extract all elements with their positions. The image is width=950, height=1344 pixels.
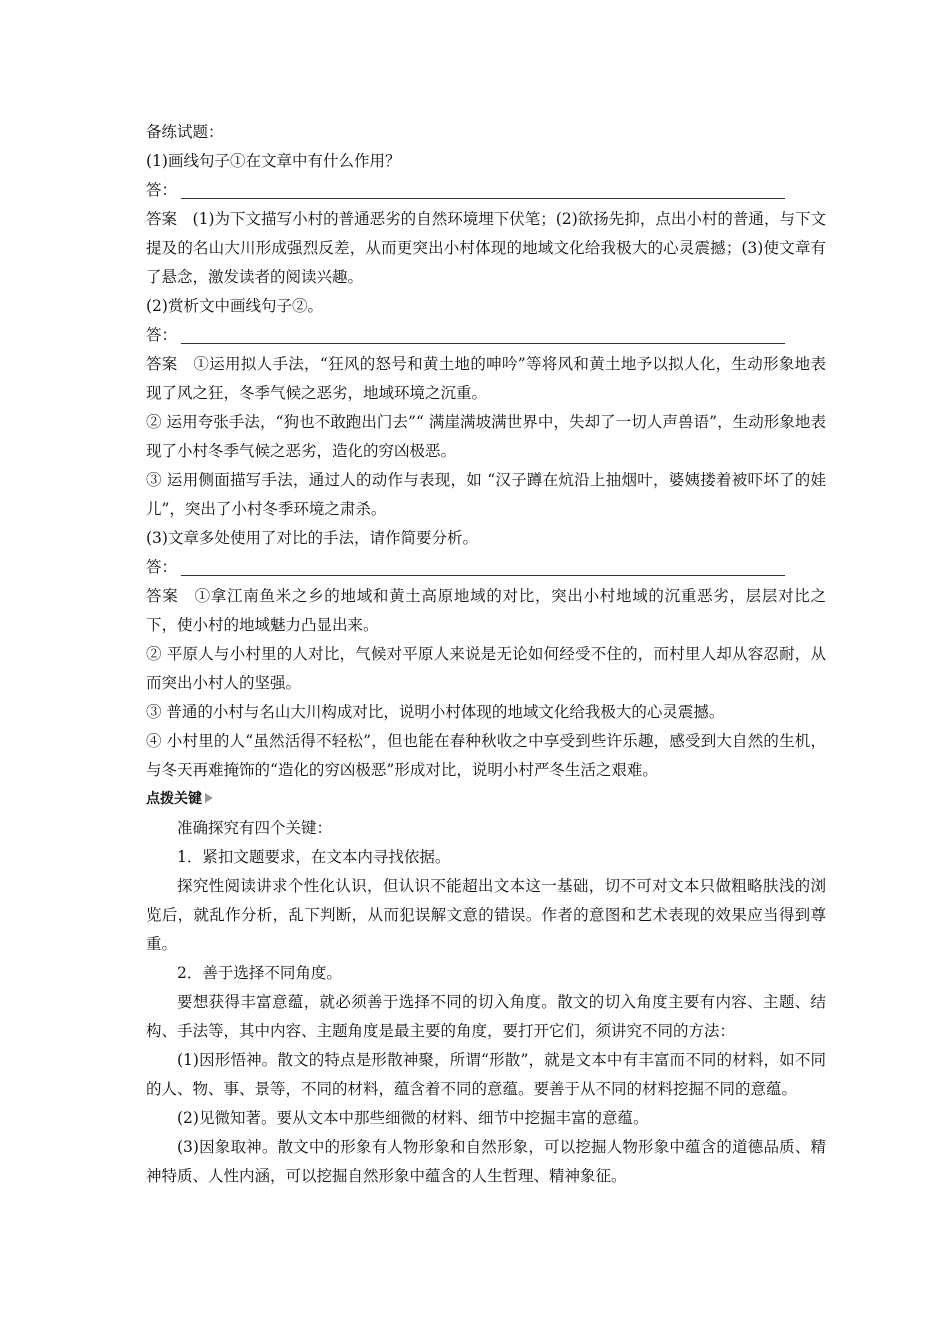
answer-label-1: 答： bbox=[146, 181, 178, 199]
key-1-title: 1．紧扣文题要求，在文本内寻找依据。 bbox=[177, 848, 451, 866]
answer-3-point-1: 答案 ①拿江南鱼米之乡的地域和黄土高原地域的对比，突出小村地域的沉重恶劣，层层对比之下，使小村的地域魅力凸显出来。 bbox=[146, 587, 826, 634]
answer-3-point-4: ④ 小村里的人“虽然活得不轻松”，但也能在春种秋收之中享受到些许乐趣，感受到大自然的生机，与冬天再难掩饰的“造化的穷凶极恶”形成对比，说明小村严冬生活之艰难。 bbox=[146, 732, 826, 779]
method-3: (3)因象取神。散文中的形象有人物形象和自然形象，可以挖掘人物形象中蕴含的道德品质、精神特质、人性内涵，可以挖掘自然形象中蕴含的人生哲理、精神象征。 bbox=[146, 1138, 826, 1185]
key-points-intro: 准确探究有四个关键： bbox=[177, 819, 333, 837]
answer-2-point-2: ② 运用夸张手法，“狗也不敢跑出门去”“ 满崖满坡满世界中，失却了一切人声兽语”，生动形象地表现了小村冬季气候之恶劣，造化的穷凶极恶。 bbox=[146, 413, 826, 460]
method-2: (2)见微知著。要从文本中那些细微的材料、细节中挖掘丰富的意蕴。 bbox=[177, 1109, 649, 1127]
answer-rule-2 bbox=[181, 343, 785, 344]
answer-2-point-3: ③ 运用侧面描写手法，通过人的动作与表现，如 “汉子蹲在炕沿上抽烟叶，婆姨搂着被吓坏了的娃儿”，突出了小村冬季环境之肃杀。 bbox=[146, 471, 826, 518]
key-2-title: 2．善于选择不同角度。 bbox=[177, 964, 342, 982]
answer-rule-3 bbox=[181, 575, 785, 576]
answer-blank-3[interactable] bbox=[146, 553, 826, 582]
answer-3-point-3: ③ 普通的小村与名山大川构成对比，说明小村体现的地域文化给我极大的心灵震撼。 bbox=[146, 703, 725, 721]
answer-2-point-1: 答案 ①运用拟人手法，“狂风的怒号和黄土地的呻吟”等将风和黄土地予以拟人化，生动形象地表现了风之狂，冬季气候之恶劣，地域环境之沉重。 bbox=[146, 355, 826, 402]
question-3: (3)文章多处使用了对比的手法，请作简要分析。 bbox=[146, 529, 478, 547]
answer-label-3: 答： bbox=[146, 558, 178, 576]
document-content bbox=[146, 118, 826, 1191]
method-1: (1)因形悟神。散文的特点是形散神聚，所谓“形散”，就是文本中有丰富而不同的材料，如不同的人、物、事、景等，不同的材料，蕴含着不同的意蕴。要善于从不同的材料挖掘不同的意蕴。 bbox=[146, 1051, 826, 1098]
key-points-title: 点拨关键 bbox=[146, 791, 202, 807]
triangle-right-icon bbox=[205, 793, 213, 803]
key-points-heading bbox=[146, 785, 826, 814]
answer-blank-1[interactable] bbox=[146, 176, 826, 205]
key-1-body: 探究性阅读讲求个性化认识，但认识不能超出文本这一基础，切不可对文本只做粗略肤浅的浏览后，就乱作分析，乱下判断，从而犯误解文意的错误。作者的意图和艺术表现的效果应当得到尊重。 bbox=[146, 877, 826, 953]
answer-3-point-2: ② 平原人与小村里的人对比，气候对平原人来说是无论如何经受不住的，而村里人却从容忍耐，从而突出小村人的坚强。 bbox=[146, 645, 826, 692]
key-2-body: 要想获得丰富意蕴，就必须善于选择不同的切入角度。散文的切入角度主要有内容、主题、结构、手法等，其中内容、主题角度是最主要的角度，要打开它们，须讲究不同的方法： bbox=[146, 993, 826, 1040]
question-2: (2)赏析文中画线句子②。 bbox=[146, 297, 323, 315]
answer-1: 答案 (1)为下文描写小村的普通恶劣的自然环境埋下伏笔；(2)欲扬先抑，点出小村的普通，与下文提及的名山大川形成强烈反差，从而更突出小村体现的地域文化给我极大的心灵震撼；(3)使文章有了悬念，激发读者的阅读兴趣。 bbox=[146, 210, 826, 286]
answer-rule-1 bbox=[181, 198, 785, 199]
answer-label-2: 答： bbox=[146, 326, 178, 344]
question-1: (1)画线句子①在文章中有什么作用？ bbox=[146, 152, 401, 170]
section-header: 备练试题： bbox=[146, 123, 224, 141]
answer-blank-2[interactable] bbox=[146, 321, 826, 350]
